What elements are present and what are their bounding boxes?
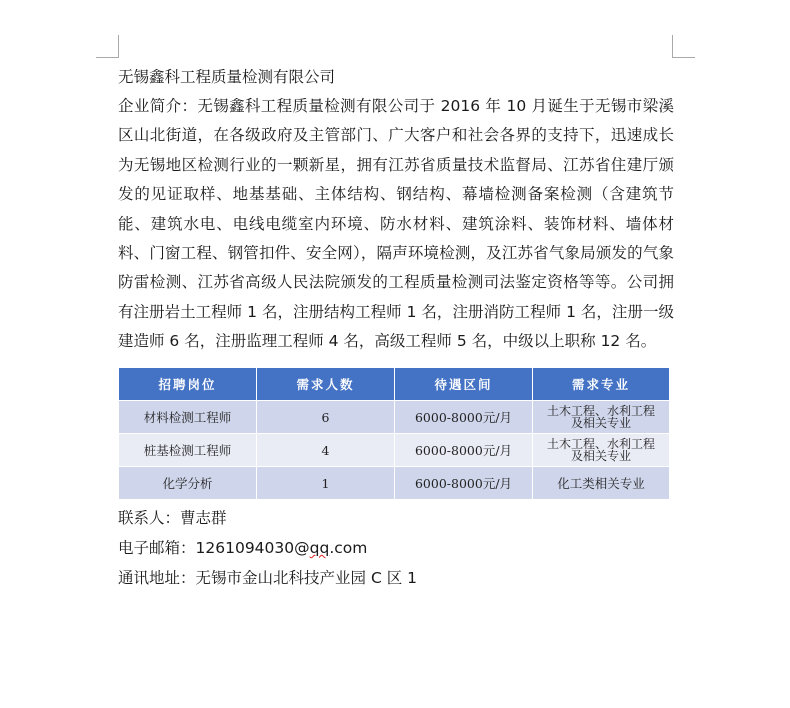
contact-person-name: 曹志群 [180, 509, 227, 527]
header-major: 需求专业 [533, 368, 670, 401]
contact-address [118, 563, 417, 593]
header-count: 需求人数 [257, 368, 395, 401]
contact-email-user: 1261094030@ [195, 539, 310, 557]
cell-count: 4 [257, 434, 395, 467]
cell-position: 化学分析 [119, 467, 257, 500]
company-title: 无锡鑫科工程质量检测有限公司 [118, 68, 336, 86]
recruitment-table [118, 367, 670, 500]
major-line-2: 及相关专业 [570, 416, 631, 430]
contact-email-domain: qq [309, 539, 330, 557]
contact-person-label: 联系人： [118, 509, 181, 527]
contact-info [118, 503, 417, 593]
cell-major [533, 434, 670, 467]
contact-email [118, 533, 417, 563]
table-row [119, 401, 670, 434]
major-line-1: 土木工程、水利工程 [546, 437, 655, 451]
cell-position: 桩基检测工程师 [119, 434, 257, 467]
table-row [119, 434, 670, 467]
header-position: 招聘岗位 [119, 368, 257, 401]
cell-position: 材料检测工程师 [119, 401, 257, 434]
cell-salary: 6000-8000元/月 [395, 467, 533, 500]
crop-mark-top-right [672, 35, 695, 58]
cell-salary: 6000-8000元/月 [395, 434, 533, 467]
contact-email-label: 电子邮箱： [118, 539, 196, 557]
crop-mark-top-left [96, 35, 119, 58]
cell-count: 1 [257, 467, 395, 500]
contact-address-value: 无锡市金山北科技产业园 C 区 1 [195, 569, 417, 587]
table-header-row [119, 368, 670, 401]
cell-salary: 6000-8000元/月 [395, 401, 533, 434]
contact-address-label: 通讯地址： [118, 569, 196, 587]
document-body [118, 63, 674, 357]
contact-email-tld: .com [329, 539, 368, 557]
table-row [119, 467, 670, 500]
major-line-2: 及相关专业 [570, 449, 631, 463]
header-salary: 待遇区间 [395, 368, 533, 401]
cell-count: 6 [257, 401, 395, 434]
contact-person [118, 503, 417, 533]
major-line-1: 土木工程、水利工程 [546, 404, 655, 418]
cell-major: 化工类相关专业 [533, 467, 670, 500]
company-intro: 企业简介：无锡鑫科工程质量检测有限公司于 2016 年 10 月诞生于无锡市梁溪区山北街道，在各级政府及主管部门、广大客户和社会各界的支持下，迅速成长为无锡地区检测行业的一颗新星，拥有江苏省质量技术监督局、江苏省住建厅颁发的见证取样、地基基础、主体结构、钢结构、幕墙检测备案检测（含建筑节能、建筑水电、电线电缆室内环境、防水材料、建筑涂料、装饰材料、墙体材料、门窗工程、钢管扣件、安全网），隔声环境检测，及江苏省气象局颁发的气象防雷检测、江苏省高级人民法院颁发的工程质量检测司法鉴定资格等等。公司拥有注册岩土工程师 1 名，注册结构工程师 1 名，注册消防工程师 1 名，注册一级建造师 6 名，注册监理工程师 4 名，高级工程师 5 名，中级以上职称 12 名。 [118, 97, 674, 351]
cell-major [533, 401, 670, 434]
